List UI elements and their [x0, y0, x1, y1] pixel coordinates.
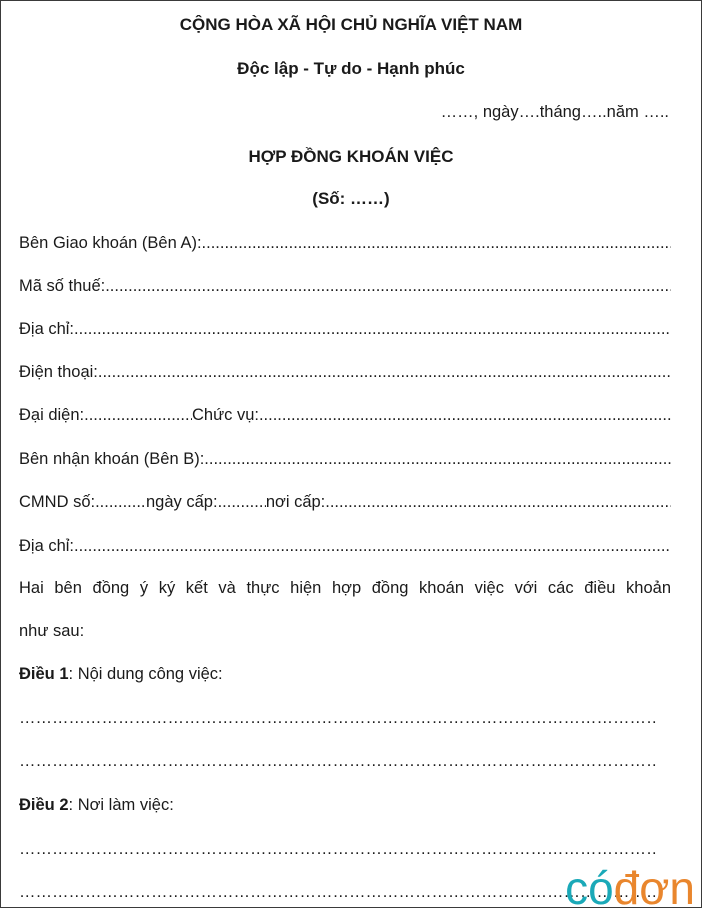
position-label: Chức vụ:	[191, 406, 259, 424]
phone-field	[19, 362, 671, 382]
fill-dots	[105, 276, 671, 296]
fill-dots	[202, 233, 671, 253]
intro-line-1: Hai bên đồng ý ký kết và thực hiện hợp đồng khoán việc với các điều khoản	[19, 579, 671, 597]
party-b-field	[19, 449, 671, 469]
logo-part-2: đơn	[613, 862, 695, 908]
blank-line	[19, 839, 656, 859]
logo-part-1: có	[565, 862, 614, 908]
blank-line	[19, 708, 656, 728]
nation-heading: CỘNG HÒA XÃ HỘI CHỦ NGHĨA VIỆT NAM	[179, 15, 523, 34]
phone-label: Điện thoại:	[19, 363, 98, 381]
intro-line-2: như sau:	[19, 622, 85, 640]
address-a-label: Địa chỉ:	[19, 320, 75, 338]
codon-logo	[565, 862, 695, 908]
fill-dots	[95, 492, 146, 512]
id-field	[19, 492, 671, 512]
blank-line	[19, 751, 656, 771]
article-1-number: Điều 1	[19, 665, 69, 683]
motto: Độc lập - Tự do - Hạnh phúc	[237, 59, 465, 78]
fill-dots	[259, 405, 671, 425]
fill-dots	[98, 362, 671, 382]
address-b-label: Địa chỉ:	[19, 537, 75, 555]
fill-dots	[84, 405, 192, 425]
blank-line	[19, 882, 656, 902]
id-number-label: CMND số:	[19, 493, 96, 511]
fill-dots	[74, 319, 671, 339]
article-2-number: Điều 2	[19, 796, 69, 814]
address-b-field	[19, 536, 671, 556]
fill-dots	[204, 449, 671, 469]
issue-place-label: nơi cấp:	[265, 493, 326, 511]
fill-dots	[74, 536, 671, 556]
fill-dots	[325, 492, 671, 512]
party-a-label: Bên Giao khoán (Bên A):	[19, 234, 202, 252]
address-a-field	[19, 319, 671, 339]
tax-code-label: Mã số thuế:	[19, 277, 106, 295]
article-2-text: : Nơi làm việc:	[68, 796, 174, 814]
party-a-field	[19, 233, 671, 253]
contract-title: HỢP ĐỒNG KHOÁN VIỆC	[248, 147, 454, 166]
party-b-label: Bên nhận khoán (Bên B):	[19, 450, 205, 468]
representative-field	[19, 405, 671, 425]
article-2-heading	[19, 795, 671, 815]
date-line: ……, ngày….tháng…..năm …..	[440, 103, 669, 121]
contract-number: (Số: ……)	[312, 189, 390, 208]
article-1-heading	[19, 664, 671, 684]
fill-dots	[218, 492, 266, 512]
issue-date-label: ngày cấp:	[146, 493, 218, 511]
representative-label: Đại diện:	[19, 406, 85, 424]
article-1-text: : Nội dung công việc:	[68, 665, 223, 683]
tax-code-field	[19, 276, 671, 296]
